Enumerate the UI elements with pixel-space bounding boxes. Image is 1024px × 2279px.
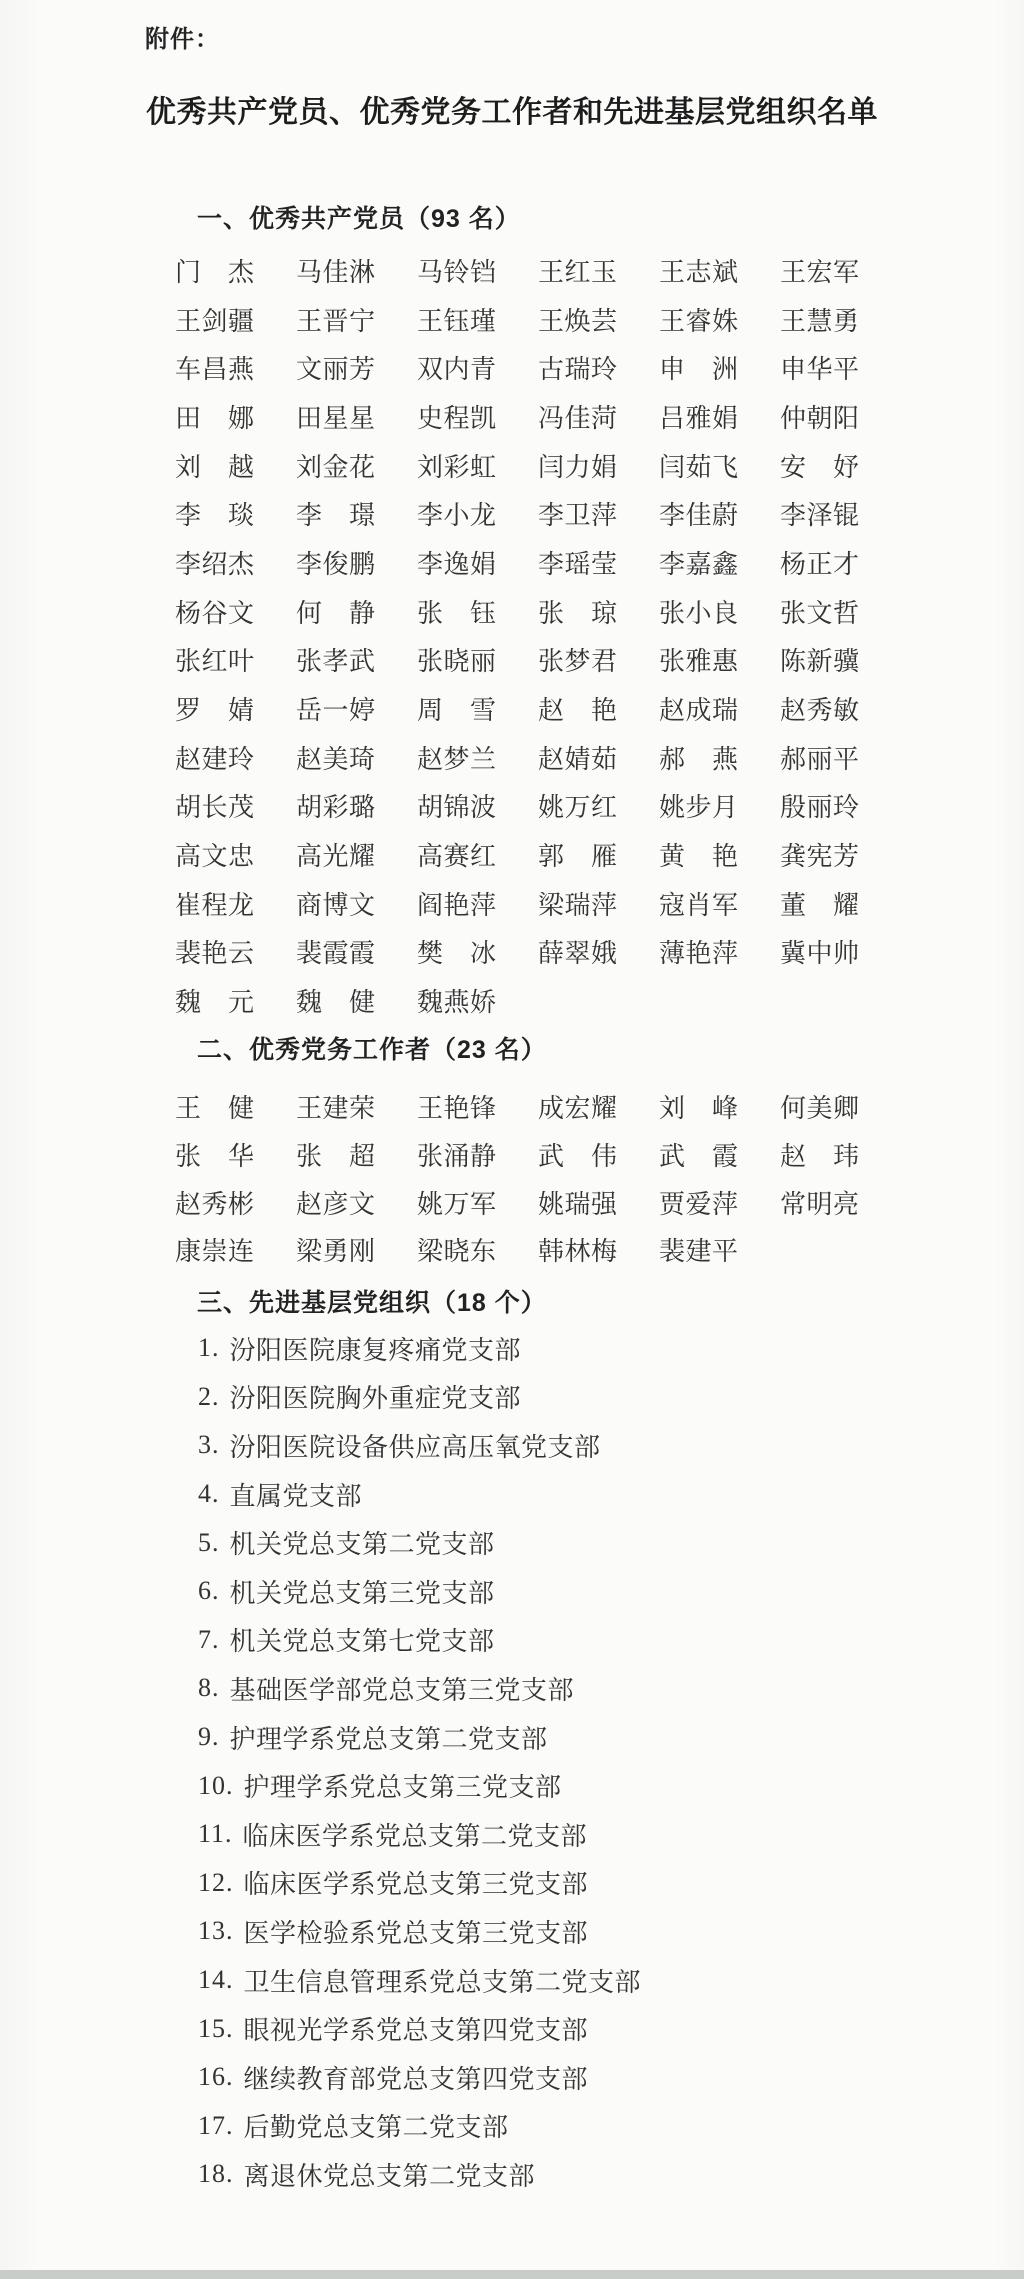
org-item-label: 汾阳医院设备供应高压氧党支部 [229,1432,601,1462]
org-item-number: 16. [198,2062,234,2092]
person-name: 贾爱萍 [659,1189,739,1219]
org-list-advanced-organizations [198,1324,641,2199]
org-item-label: 直属党支部 [229,1481,363,1511]
person-name: 李小龙 [417,501,497,531]
person-name: 黄 艳 [659,842,739,872]
person-name: 董 耀 [780,890,860,920]
person-name: 文丽芳 [296,355,376,385]
org-item-label: 临床医学系党总支第三党支部 [243,1870,589,1900]
org-item-label: 汾阳医院胸外重症党支部 [229,1384,522,1414]
org-list-item [198,1567,641,1616]
empty-cell [780,1226,901,1274]
person-name: 殷丽玲 [780,793,860,823]
empty-cell [538,976,659,1025]
person-name: 李俊鹏 [296,549,376,579]
person-name: 赵彦文 [296,1189,376,1219]
org-list-item [198,1470,641,1519]
person-name: 梁勇刚 [296,1237,376,1267]
person-name: 魏 健 [296,988,376,1018]
person-name: 商博文 [296,890,376,920]
person-name: 申 洲 [659,355,739,385]
person-name: 梁晓东 [417,1237,497,1267]
names-grid-excellent-party-members [175,246,901,1025]
section-heading-excellent-party-members: 一、优秀共产党员（93 名） [197,205,521,233]
empty-cell [659,976,780,1025]
person-name: 张 超 [296,1142,376,1172]
person-name: 张文哲 [780,598,860,628]
person-name: 赵秀敏 [780,696,860,726]
org-list-item [198,1518,641,1567]
person-name: 王慧勇 [780,306,860,336]
person-name: 王志斌 [659,257,739,287]
scan-bottom-edge [0,2270,1024,2279]
person-name: 闫力娟 [538,452,618,482]
person-name: 王建荣 [296,1094,376,1124]
person-name: 安 妤 [780,452,860,482]
person-name: 仲朝阳 [780,403,860,433]
person-name: 罗 婧 [175,696,255,726]
person-name: 成宏耀 [538,1094,618,1124]
org-item-number: 10. [198,1770,234,1800]
empty-cell [780,976,901,1025]
person-name: 冯佳菏 [538,403,618,433]
person-name: 王艳锋 [417,1094,497,1124]
person-name: 裴霞霞 [296,939,376,969]
person-name: 魏 元 [175,988,255,1018]
person-name: 何 静 [296,598,376,628]
person-name: 杨谷文 [175,598,255,628]
document-title: 优秀共产党员、优秀党务工作者和先进基层党组织名单 [146,96,878,129]
person-name: 王睿姝 [659,306,739,336]
person-name: 张红叶 [175,647,255,677]
person-name: 魏燕娇 [417,988,497,1018]
person-name: 赵成瑞 [659,696,739,726]
person-name: 冀中帅 [780,939,860,969]
person-name: 刘 峰 [659,1094,739,1124]
person-name: 郝 燕 [659,744,739,774]
org-item-label: 机关党总支第七党支部 [229,1627,495,1657]
person-name: 李嘉鑫 [659,549,739,579]
person-name: 武 霞 [659,1142,739,1172]
person-name: 张 琼 [538,598,618,628]
person-name: 张小良 [659,598,739,628]
org-item-label: 基础医学部党总支第三党支部 [229,1675,575,1705]
person-name: 赵秀彬 [175,1189,255,1219]
person-name: 裴建平 [659,1237,739,1267]
org-list-item [198,1956,641,2005]
attachment-label: 附件： [145,26,220,53]
person-name: 王焕芸 [538,306,618,336]
org-item-number: 6. [198,1576,220,1606]
org-list-item [198,2004,641,2053]
person-name: 郭 雁 [538,842,618,872]
org-item-number: 15. [198,2013,234,2043]
org-item-number: 4. [198,1479,220,1509]
org-list-item [198,2053,641,2102]
org-item-label: 卫生信息管理系党总支第二党支部 [243,1967,642,1997]
person-name: 赵 艳 [538,696,618,726]
person-name: 王 健 [175,1094,255,1124]
org-item-number: 2. [198,1381,220,1411]
org-list-item [198,1907,641,1956]
person-name: 史程凯 [417,403,497,433]
person-name: 崔程龙 [175,890,255,920]
person-name: 马铃铛 [417,257,497,287]
person-name: 刘金花 [296,452,376,482]
section-heading-advanced-organizations: 三、先进基层党组织（18 个） [197,1289,547,1317]
person-name: 双内青 [417,355,497,385]
org-list-item [198,1664,641,1713]
org-item-label: 离退休党总支第二党支部 [243,2161,536,2191]
person-name: 门 杰 [175,257,255,287]
org-item-label: 医学检验系党总支第三党支部 [243,1918,589,1948]
person-name: 刘 越 [175,452,255,482]
org-item-label: 继续教育部党总支第四党支部 [243,2064,589,2094]
person-name: 杨正才 [780,549,860,579]
person-name: 韩林梅 [538,1237,618,1267]
person-name: 武 伟 [538,1142,618,1172]
person-name: 樊 冰 [417,939,497,969]
person-name: 张 华 [175,1142,255,1172]
person-name: 胡彩璐 [296,793,376,823]
person-name: 姚步月 [659,793,739,823]
person-name: 梁瑞萍 [538,890,618,920]
person-name: 姚万军 [417,1189,497,1219]
org-item-number: 9. [198,1722,220,1752]
person-name: 马佳淋 [296,257,376,287]
org-item-number: 1. [198,1333,220,1363]
org-item-label: 临床医学系党总支第二党支部 [242,1821,588,1851]
org-list-item [198,1859,641,1908]
section-heading-party-affairs-workers: 二、优秀党务工作者（23 名） [197,1036,547,1064]
org-list-item [198,1616,641,1665]
org-item-number: 7. [198,1624,220,1654]
person-name: 周 雪 [417,696,497,726]
person-name: 田星星 [296,403,376,433]
person-name: 李绍杰 [175,549,255,579]
person-name: 王宏军 [780,257,860,287]
person-name: 高文忠 [175,842,255,872]
person-name: 赵建玲 [175,744,255,774]
person-name: 赵 玮 [780,1142,860,1172]
person-name: 李佳蔚 [659,501,739,531]
org-item-number: 8. [198,1673,220,1703]
person-name: 闫茹飞 [659,452,739,482]
person-name: 李 璟 [296,501,376,531]
person-name: 姚万红 [538,793,618,823]
person-name: 吕雅娟 [659,403,739,433]
org-list-item [198,1373,641,1422]
org-item-number: 3. [198,1430,220,1460]
org-list-item [198,1761,641,1810]
person-name: 王晋宁 [296,306,376,336]
person-name: 王剑疆 [175,306,255,336]
org-item-label: 机关党总支第二党支部 [229,1530,495,1560]
person-name: 胡长茂 [175,793,255,823]
person-name: 龚宪芳 [780,842,860,872]
org-item-number: 12. [198,1867,234,1897]
person-name: 车昌燕 [175,355,255,385]
org-list-item [198,1713,641,1762]
person-name: 张梦君 [538,647,618,677]
org-item-number: 13. [198,1916,234,1946]
person-name: 刘彩虹 [417,452,497,482]
person-name: 高赛红 [417,842,497,872]
person-name: 郝丽平 [780,744,860,774]
person-name: 胡锦波 [417,793,497,823]
person-name: 申华平 [780,355,860,385]
person-name: 裴艳云 [175,939,255,969]
org-item-number: 11. [198,1819,233,1849]
org-item-label: 眼视光学系党总支第四党支部 [243,2016,589,2046]
person-name: 何美卿 [780,1094,860,1124]
person-name: 古瑞玲 [538,355,618,385]
org-item-label: 护理学系党总支第二党支部 [229,1724,548,1754]
person-name: 田 娜 [175,403,255,433]
person-name: 常明亮 [780,1189,860,1219]
org-item-label: 机关党总支第三党支部 [229,1578,495,1608]
person-name: 张 钰 [417,598,497,628]
person-name: 陈新骥 [780,647,860,677]
person-name: 张孝武 [296,647,376,677]
person-name: 李瑶莹 [538,549,618,579]
person-name: 赵梦兰 [417,744,497,774]
org-item-label: 后勤党总支第二党支部 [243,2113,509,2143]
person-name: 阎艳萍 [417,890,497,920]
person-name: 薄艳萍 [659,939,739,969]
org-list-item [198,1324,641,1373]
person-name: 姚瑞强 [538,1189,618,1219]
person-name: 李卫萍 [538,501,618,531]
person-name: 岳一婷 [296,696,376,726]
org-list-item [198,1421,641,1470]
person-name: 李 琰 [175,501,255,531]
person-name: 王红玉 [538,257,618,287]
person-name: 薛翠娥 [538,939,618,969]
org-item-number: 17. [198,2110,234,2140]
org-list-item [198,2150,641,2199]
org-item-number: 14. [198,1965,234,1995]
person-name: 李泽锟 [780,501,860,531]
org-item-label: 汾阳医院康复疼痛党支部 [229,1335,522,1365]
org-list-item [198,2102,641,2151]
org-item-label: 护理学系党总支第三党支部 [243,1773,562,1803]
person-name: 张雅惠 [659,647,739,677]
person-name: 李逸娟 [417,549,497,579]
org-item-number: 5. [198,1527,220,1557]
person-name: 张涌静 [417,1142,497,1172]
org-item-number: 18. [198,2159,234,2189]
person-name: 康崇连 [175,1237,255,1267]
person-name: 高光耀 [296,842,376,872]
person-name: 赵美琦 [296,744,376,774]
person-name: 寇肖军 [659,890,739,920]
person-name: 张晓丽 [417,647,497,677]
names-grid-party-affairs-workers [175,1083,901,1274]
person-name: 王钰瑾 [417,306,497,336]
person-name: 赵婧茹 [538,744,618,774]
org-list-item [198,1810,641,1859]
